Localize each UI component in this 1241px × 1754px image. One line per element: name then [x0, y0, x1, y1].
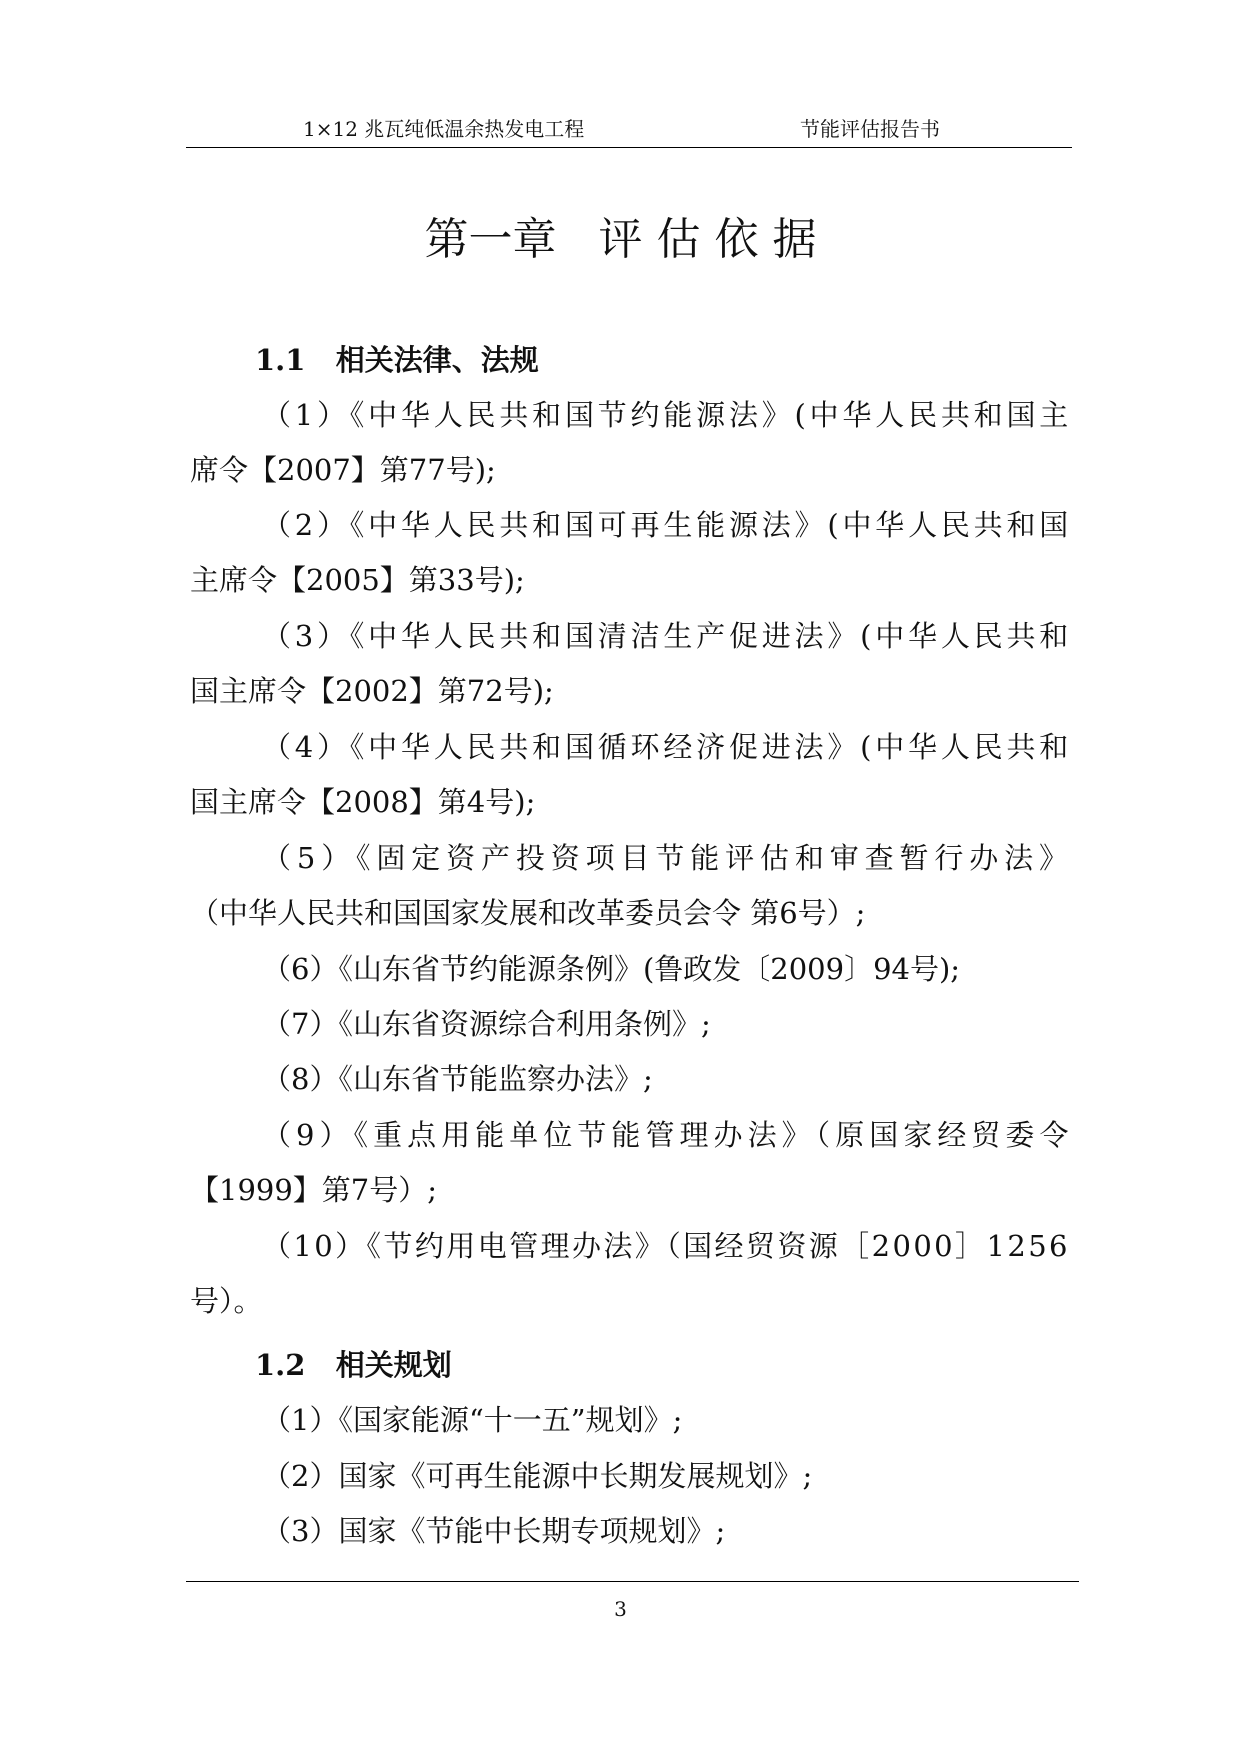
- law-item-10-line-2: 号）。: [190, 1284, 263, 1318]
- law-item-7: （7）《山东省资源综合利用条例》;: [262, 1007, 711, 1041]
- chapter-title: 第一章 评 估 依 据: [424, 214, 817, 265]
- section-heading-plans: 1.2 相关规划: [255, 1348, 452, 1382]
- plan-item-2: （2）国家《可再生能源中长期发展规划》;: [262, 1459, 813, 1493]
- law-item-2-line-2: 主席令【2005】第33号);: [190, 563, 525, 597]
- header-document-type: 节能评估报告书: [800, 117, 940, 141]
- law-item-1-line-2: 席令【2007】第77号);: [190, 453, 496, 487]
- law-item-6: （6）《山东省节约能源条例》(鲁政发〔2009〕94号);: [262, 952, 961, 986]
- law-item-10-line-1: （10）《节约用电管理办法》（国经贸资源［2000］1256: [262, 1229, 1070, 1263]
- section-heading-laws: 1.1 相关法律、法规: [255, 343, 539, 377]
- law-item-5-line-1: （5）《固定资产投资项目节能评估和审查暂行办法》: [262, 841, 1074, 875]
- header-rule: [186, 147, 1072, 148]
- law-item-9-line-1: （9）《重点用能单位节能管理办法》（原国家经贸委令: [262, 1118, 1074, 1152]
- plan-item-3: （3）国家《节能中长期专项规划》;: [262, 1514, 726, 1548]
- plan-item-1: （1）《国家能源“十一五”规划》;: [262, 1403, 683, 1437]
- law-item-3-line-1: （3）《中华人民共和国清洁生产促进法》(中华人民共和: [262, 619, 1073, 653]
- law-item-4-line-2: 国主席令【2008】第4号);: [190, 785, 536, 819]
- law-item-9-line-2: 【1999】第7号）;: [190, 1173, 438, 1207]
- header-project-title: 1×12 兆瓦纯低温余热发电工程: [303, 117, 585, 141]
- footer-rule: [186, 1581, 1079, 1582]
- law-item-1-line-1: （1）《中华人民共和国节约能源法》(中华人民共和国主: [262, 398, 1073, 432]
- law-item-8: （8）《山东省节能监察办法》;: [262, 1062, 653, 1096]
- law-item-5-line-2: （中华人民共和国国家发展和改革委员会令 第6号）;: [190, 896, 866, 930]
- law-item-3-line-2: 国主席令【2002】第72号);: [190, 674, 554, 708]
- page-number: 3: [614, 1597, 627, 1621]
- law-item-2-line-1: （2）《中华人民共和国可再生能源法》(中华人民共和国: [262, 508, 1073, 542]
- law-item-4-line-1: （4）《中华人民共和国循环经济促进法》(中华人民共和: [262, 730, 1073, 764]
